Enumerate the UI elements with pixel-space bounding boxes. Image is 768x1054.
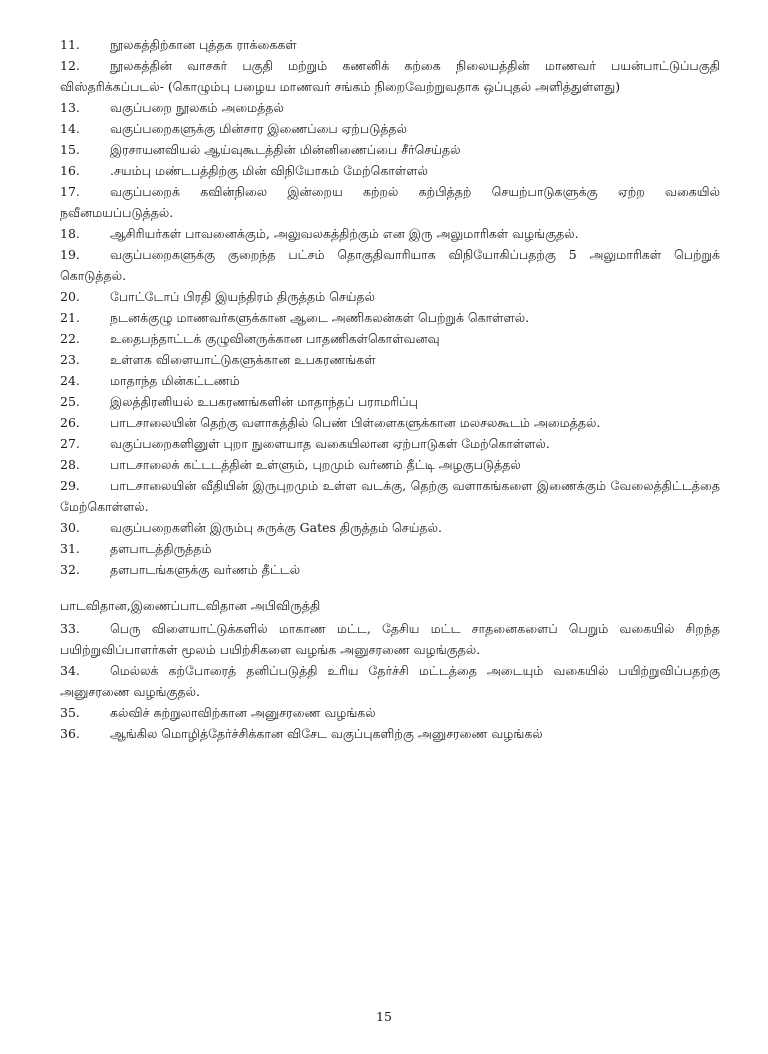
list-item [60, 723, 720, 744]
list-item [60, 412, 720, 433]
item-text: பாடசாலையின் தெற்கு வளாகத்தில் பெண் பிள்ளைகளுக்கான மலசலகூடம் அமைத்தல். [110, 415, 601, 430]
item-text: போட்டோப் பிரதி இயந்திரம் திருத்தம் செய்தல் [110, 289, 376, 304]
item-text: பாடசாலையின் வீதியின் இருபுறமும் உள்ள வடக்கு, தெற்கு வளாகங்களை இணைக்கும் வேலைத்திட்டத்தை மேற்கொள்ளல். [60, 478, 720, 514]
item-number: 12. [60, 58, 80, 73]
item-number: 28. [60, 457, 80, 472]
item-number: 27. [60, 436, 80, 451]
item-number: 32. [60, 562, 80, 577]
item-text: பெரு விளையாட்டுக்களில் மாகாண மட்ட, தேசிய மட்ட சாதனைகளைப் பெறும் வகையில் சிறந்த பயிற்றுவிப்பாளர்கள் மூலம் பயிற்சிகளை வழங்க அனுசரணை வழங்குதல். [60, 621, 720, 657]
item-text: மாதாந்த மின்கட்டணம் [110, 373, 240, 388]
item-text: வகுப்பறைகளுக்கு குறைந்த பட்சம் தொகுதிவாரியாக விநியோகிப்பதற்கு 5 அலுமாரிகள் பெற்றுக் கொடுத்தல். [60, 247, 720, 283]
item-text: உதைபந்தாட்டக் குழுவினருக்கான பாதணிகள்கொள்வனவு [110, 331, 440, 346]
list-item [60, 307, 720, 328]
item-text: வகுப்பறைகளினுள் புறா நுளையாத வகையிலான ஏற்பாடுகள் மேற்கொள்ளல். [110, 436, 550, 451]
item-text: வகுப்பறைகளுக்கு மின்சார இணைப்பை ஏற்படுத்தல் [110, 121, 408, 136]
section-gap [60, 580, 720, 594]
item-number: 22. [60, 331, 80, 346]
list-item [60, 391, 720, 412]
item-text: ஆங்கில மொழித்தேர்ச்சிக்கான விசேட வகுப்புகளிற்கு அனுசரணை வழங்கல் [110, 726, 543, 741]
item-number: 24. [60, 373, 80, 388]
item-number: 35. [60, 705, 80, 720]
list-item [60, 433, 720, 454]
item-text: கல்விச் சுற்றுலாவிற்கான அனுசரணை வழங்கல் [110, 705, 376, 720]
list-item [60, 370, 720, 391]
item-text: நூலகத்திற்கான புத்தக ராக்கைகள் [110, 37, 297, 52]
document-page [60, 34, 720, 744]
list-item [60, 34, 720, 55]
list-item [60, 702, 720, 723]
item-text: வகுப்பறைகளின் இரும்பு சுருக்கு Gates திருத்தம் செய்தல். [110, 520, 442, 535]
list-item [60, 475, 720, 517]
item-number: 16. [60, 163, 80, 178]
item-text: வகுப்பறை நூலகம் அமைத்தல் [110, 100, 284, 115]
item-number: 25. [60, 394, 80, 409]
item-number: 34. [60, 663, 80, 678]
list-item [60, 286, 720, 307]
item-text: .சயம்பு மண்டபத்திற்கு மின் விநியோகம் மேற்கொள்ளல் [110, 163, 428, 178]
item-number: 31. [60, 541, 80, 556]
item-text: பாடசாலைக் கட்டடத்தின் உள்ளும், புறமும் வர்ணம் தீட்டி அழகுபடுத்தல் [110, 457, 521, 472]
item-text: இரசாயனவியல் ஆய்வுகூடத்தின் மின்னிணைப்பை சீர்செய்தல் [110, 142, 461, 157]
list-item [60, 160, 720, 181]
item-number: 20. [60, 289, 80, 304]
list-item [60, 328, 720, 349]
item-text: நூலகத்தின் வாசகர் பகுதி மற்றும் கணனிக் கற்கை நிலையத்தின் மாணவர் பயன்பாட்டுப்பகுதி விஸ்தரிக்கப்படல்- (கொழும்பு பழைய மாணவர் சங்கம் நிறைவேற்றுவதாக ஒப்புதல் அளித்துள்ளது) [60, 58, 720, 94]
item-text: தளபாடங்களுக்கு வர்ணம் தீட்டல் [110, 562, 301, 577]
list-item [60, 618, 720, 660]
list-item [60, 517, 720, 538]
item-text: ஆசிரியர்கள் பாவனைக்கும், அலுவலகத்திற்கும் என இரு அலுமாரிகள் வழங்குதல். [110, 226, 579, 241]
item-number: 17. [60, 184, 80, 199]
item-number: 18. [60, 226, 80, 241]
item-number: 15. [60, 142, 80, 157]
item-number: 14. [60, 121, 80, 136]
item-number: 26. [60, 415, 80, 430]
section-heading: பாடவிதான,இணைப்பாடவிதான அபிவிருத்தி [60, 598, 321, 613]
item-list [60, 34, 720, 580]
item-text: மெல்லக் கற்போரைத் தனிப்படுத்தி உரிய தேர்ச்சி மட்டத்தை அடையும் வகையில் பயிற்றுவிப்பதற்கு அனுசரணை வழங்குதல். [60, 663, 720, 699]
item-number: 13. [60, 100, 80, 115]
item-number: 36. [60, 726, 80, 741]
item-number: 33. [60, 621, 80, 636]
list-item [60, 349, 720, 370]
item-text: வகுப்பறைக் கவின்நிலை இன்றைய கற்றல் கற்பித்தற் செயற்பாடுகளுக்கு ஏற்ற வகையில் நவீனமயப்படுத்தல். [60, 184, 720, 220]
list-item [60, 97, 720, 118]
list-item [60, 139, 720, 160]
item-number: 21. [60, 310, 80, 325]
item-number: 29. [60, 478, 80, 493]
page-number: 15 [376, 1009, 392, 1024]
item-text: இலத்திரனியல் உபகரணங்களின் மாதாந்தப் பராமரிப்பு [110, 394, 418, 409]
item-number: 11. [60, 37, 80, 52]
list-item [60, 538, 720, 559]
item-text: உள்ளக விளையாட்டுகளுக்கான உபகரணங்கள் [110, 352, 376, 367]
item-text: நடனக்குழு மாணவர்களுக்கான ஆடை அணிகலன்கள் பெற்றுக் கொள்ளல். [110, 310, 530, 325]
list-item [60, 244, 720, 286]
item-number: 19. [60, 247, 80, 262]
item-text: தளபாடத்திருத்தம் [110, 541, 212, 556]
list-item [60, 454, 720, 475]
list-item [60, 118, 720, 139]
list-item [60, 55, 720, 97]
item-number: 30. [60, 520, 80, 535]
list-item [60, 559, 720, 580]
list-item [60, 660, 720, 702]
list-item [60, 181, 720, 223]
item-list [60, 618, 720, 744]
list-item [60, 223, 720, 244]
item-number: 23. [60, 352, 80, 367]
